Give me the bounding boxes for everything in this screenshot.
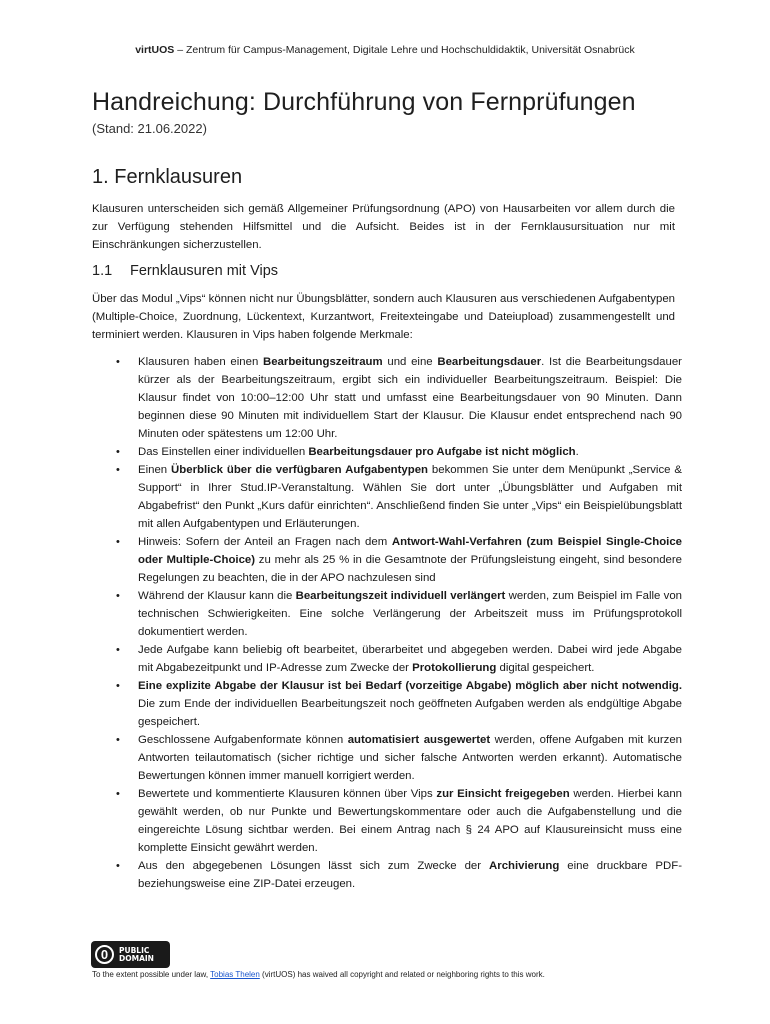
- badge-line-1: PUBLIC: [119, 945, 150, 955]
- bullet-item: [92, 443, 682, 461]
- bullet-emphasis: Archivierung: [489, 860, 560, 872]
- bullet-emphasis: Antwort-Wahl-Verfahren (zum Beispiel Single-Choice oder Multiple-Choice): [138, 536, 682, 566]
- bullet-text: Die zum Ende der individuellen Bearbeitungszeit noch geöffneten Aufgaben werden als endgültige Abgabe gespeichert.: [138, 698, 682, 728]
- bullet-marker: •: [116, 644, 120, 656]
- license-footer: [92, 970, 545, 979]
- bullet-text: Hinweis: Sofern der Anteil an Fragen nach dem: [138, 536, 392, 548]
- bullet-item: [92, 785, 682, 857]
- subsection-intro-paragraph: Über das Modul „Vips“ können nicht nur Übungsblätter, sondern auch Klausuren aus verschiedenen Aufgabentypen (Multiple-Choice, Zuordnung, Lückentext, Kurzantwort, Freitexteingabe und Dateiupload) zusammengestellt und terminiert werden. Klausuren in Vips haben folgende Merkmale:: [92, 293, 675, 341]
- bullet-marker: •: [116, 590, 120, 602]
- page-header: [0, 44, 770, 56]
- bullet-marker: •: [116, 860, 120, 872]
- bullet-marker: •: [116, 734, 120, 746]
- bullet-text: bekommen Sie unter dem Menüpunkt „Service & Support“ in Ihrer Stud.IP-Veranstaltung. Wählen Sie dort unter „Übungsblätter und Aufgaben mit Abgabefrist“ den Punkt „Kurs dafür einrichten“. Anschließend finden Sie unter „Vips“ ein Beispielübungsblatt mit allen Aufgabentypen und Erläuterungen.: [138, 464, 682, 530]
- document-date: (Stand: 21.06.2022): [92, 121, 207, 136]
- bullet-text: Während der Klausur kann die: [138, 590, 296, 602]
- section-heading-fernklausuren: 1. Fernklausuren: [92, 166, 243, 188]
- section-intro-paragraph: Klausuren unterscheiden sich gemäß Allgemeiner Prüfungsordnung (APO) von Hausarbeiten vor allem durch die zur Verfügung stehenden Hilfsmittel und die Aufsicht. Beides ist in der Fernklausursituation nur mit Einschränkungen sicherzustellen.: [92, 203, 675, 251]
- bullet-marker: •: [116, 446, 120, 458]
- subsection-title: Fernklausuren mit Vips: [130, 263, 279, 279]
- bullet-item: [92, 587, 682, 641]
- bullet-text: werden, zum Beispiel im Falle von technischen Schwierigkeiten. Eine solche Verlängerung der Arbeitszeit muss im Prüfungsprotokoll dokumentiert werden.: [138, 590, 682, 638]
- footer-text-before: To the extent possible under law,: [92, 970, 211, 979]
- bullet-text: Das Einstellen einer individuellen: [138, 446, 309, 458]
- bullet-text: Bewertete und kommentierte Klausuren können über Vips: [138, 788, 437, 800]
- document-title: Handreichung: Durchführung von Fernprüfungen: [92, 88, 636, 116]
- bullet-text: Aus den abgegebenen Lösungen lässt sich zum Zwecke der: [138, 860, 490, 872]
- bullet-text: .: [575, 446, 579, 458]
- header-org-description: – Zentrum für Campus-Management, Digitale Lehre und Hochschuldidaktik, Universität Osnabrück: [174, 44, 635, 56]
- feature-bullet-list: [92, 353, 682, 893]
- bullet-text: digital gespeichert.: [496, 662, 595, 674]
- public-domain-text: [119, 947, 154, 963]
- bullet-marker: •: [116, 356, 120, 368]
- bullet-emphasis: Bearbeitungszeitraum: [263, 356, 383, 368]
- bullet-text: werden, offene Aufgaben mit kurzen Antworten teilautomatisch (sicher richtige und sicher falsche Antworten werden erkannt). Automatische Bewertungen können immer manuell korrigiert werden.: [138, 734, 682, 782]
- bullet-marker: •: [116, 788, 120, 800]
- bullet-text: werden. Hierbei kann gewählt werden, ob nur Punkte und Bewertungskommentare oder auch die Aufgabenstellung und die eingereichte Lösung sichtbar werden. Bei einem Antrag nach § 24 APO auf Klausureinsicht muss eine komplette Einsicht gewährt werden.: [138, 788, 682, 854]
- badge-line-2: DOMAIN: [119, 953, 154, 963]
- bullet-emphasis: Bearbeitungsdauer: [437, 356, 542, 368]
- bullet-emphasis: Überblick über die verfügbaren Aufgabentypen: [171, 464, 429, 476]
- bullet-emphasis: automatisiert ausgewertet: [347, 734, 491, 746]
- public-domain-badge: [91, 941, 170, 968]
- bullet-text: eine druckbare PDF- beziehungsweise eine ZIP-Datei erzeugen.: [138, 860, 682, 890]
- bullet-item: [92, 353, 682, 443]
- bullet-item: [92, 857, 682, 893]
- bullet-text: Geschlossene Aufgabenformate können: [138, 734, 348, 746]
- header-org-name: virtUOS: [135, 44, 175, 56]
- bullet-marker: •: [116, 536, 120, 548]
- bullet-emphasis: Bearbeitungsdauer pro Aufgabe ist nicht möglich: [308, 446, 576, 458]
- bullet-text: Jede Aufgabe kann beliebig oft bearbeitet, überarbeitet und abgegeben werden. Dabei wird jede Abgabe mit Abgabezeitpunkt und IP-Adresse zum Zwecke der: [138, 644, 682, 674]
- author-link[interactable]: Tobias Thelen: [210, 970, 260, 979]
- bullet-item: [92, 641, 682, 677]
- bullet-text: . Ist die Bearbeitungsdauer kürzer als der Bearbeitungszeitraum, ergibt sich ein individueller Bearbeitungszeitraum. Beispiel: Die Klausur findet von 10:00–12:00 Uhr statt und umfasst eine Bearbeitungsdauer von 90 Minuten. Dann beginnen diese 90 Minuten mit individuellem Start der Klausur. Die Klausur endet entsprechend nach 90 Minuten oder spätestens um 12:00 Uhr.: [138, 356, 682, 440]
- bullet-text: zu mehr als 25 % in die Gesamtnote der Prüfungsleistung eingeht, sind besondere Regelungen zu beachten, die in der APO nachzulesen sind: [138, 554, 682, 584]
- bullet-item: [92, 533, 682, 587]
- subsection-number: 1.1: [92, 263, 113, 279]
- public-domain-icon: 0: [95, 945, 114, 964]
- bullet-emphasis: Protokollierung: [412, 662, 497, 674]
- bullet-text: Klausuren haben einen: [138, 356, 263, 368]
- bullet-item: [92, 731, 682, 785]
- bullet-emphasis: zur Einsicht freigegeben: [436, 788, 570, 800]
- subsection-heading-vips: [92, 263, 278, 279]
- bullet-item: [92, 461, 682, 533]
- bullet-item: [92, 677, 682, 731]
- bullet-marker: •: [116, 464, 120, 476]
- bullet-text: Einen: [138, 464, 172, 476]
- bullet-emphasis: Eine explizite Abgabe der Klausur ist bei Bedarf (vorzeitige Abgabe) möglich aber nicht notwendig.: [138, 680, 682, 692]
- bullet-text: und eine: [382, 356, 438, 368]
- bullet-emphasis: Bearbeitungszeit individuell verlängert: [295, 590, 506, 602]
- bullet-marker: •: [116, 680, 120, 692]
- footer-text-after: (virtUOS) has waived all copyright and related or neighboring rights to this work.: [259, 970, 545, 979]
